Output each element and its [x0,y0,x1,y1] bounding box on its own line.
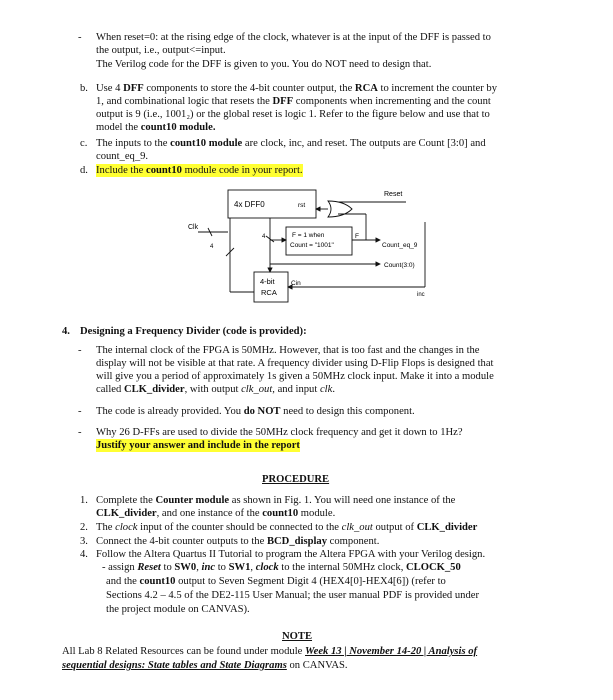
item-d-label: d. [80,165,88,176]
item-b-line4: model the count10 module. [96,122,216,133]
f-label: F [355,233,359,240]
step-3-text: Connect the 4-bit counter outputs to the BCD_display component. [96,536,380,547]
top-bullet-line1: When reset=0: at the rising edge of the clock, whatever is at the input of the DFF is passed to [96,32,491,43]
step-4-sub-line1: - assign Reset to SW0, inc to SW1, clock to the internal 50MHz clock, CLOCK_50 [102,562,461,573]
sec4-b1-line4: called CLK_divider, with output clk_out, and input clk. [96,384,335,395]
canvas-module-link[interactable]: Week 13 | November 14-20 | Analysis of [305,646,478,657]
rca-line1: 4-bit [260,277,275,286]
note-title: NOTE [282,631,313,642]
item-b-line2: 1, and combinational logic that resets the DFF components when incrementing and the count [96,96,491,107]
step-1-number: 1. [80,495,88,506]
rst-label: rst [298,202,306,209]
note-line1: All Lab 8 Related Resources can be found under module Week 13 | November 14-20 | Analysis of [62,646,478,657]
clk-label: Clk [188,224,199,231]
step-1-line2: CLK_divider, and one instance of the count10 module. [96,508,336,519]
comparator-line2: Count = "1001" [290,242,334,249]
sec4-b3-line2: Justify your answer and include in the report [96,440,300,451]
step-4-sub-line2: and the count10 output to Seven Segment Digit 4 (HEX4[0]-HEX4[6]) (refer to [106,576,446,587]
sec4-b1-line1: The internal clock of the FPGA is 50MHz. However, that is too fast and the changes in the [96,345,480,356]
top-bullet-line2: the output, i.e., output<=input. [96,45,226,56]
step-4-sub-line4: the project module on CANVAS). [106,604,250,615]
item-b-label: b. [80,83,88,94]
step-4-number: 4. [80,549,88,560]
sec4-b2: The code is already provided. You do NOT need to design this component. [96,406,415,417]
item-c-line1: The inputs to the count10 module are clock, inc, and reset. The outputs are Count [3:0] and [96,138,486,149]
step-2-number: 2. [80,522,88,533]
bus-width-a: 4 [210,244,214,250]
bullet-dash: - [78,345,82,356]
step-1-line1: Complete the Counter module as shown in Fig. 1. You will need one instance of the [96,495,456,506]
step-4-sub-line3: Sections 4.2 – 4.5 of the DE2-115 User Manual; the user manual PDF is provided under [106,590,479,601]
count-eq-9-label: Count_eq_9 [382,242,418,249]
rca-line2: RCA [261,288,277,297]
inc-label: inc [417,292,425,298]
dff-label: 4x DFF0 [234,200,265,209]
bullet-dash: - [78,32,82,43]
sec4-b1-line3: will give you a period of approximately 1s given a 50MHz clock input. Make it into a module [96,371,494,382]
bullet-dash: - [78,406,82,417]
step-3-number: 3. [80,536,88,547]
step-2-text: The clock input of the counter should be connected to the clk_out output of CLK_divider [96,522,478,533]
cin-label: Cin [291,280,301,287]
top-bullet-line3: The Verilog code for the DFF is given to you. You do NOT need to design that. [96,59,432,70]
canvas-module-link-cont[interactable]: sequential designs: State tables and State Diagrams [62,660,287,671]
item-c-line2: count_eq_9. [96,151,149,162]
comparator-line1: F = 1 when [292,232,325,239]
count10-diagram [170,182,440,312]
item-d-text: Include the count10 module code in your report. [96,165,303,176]
bus-width-b: 4 [262,234,266,240]
item-b-line1: Use 4 DFF components to store the 4-bit counter output, the RCA to increment the counter by [96,83,498,94]
item-c-label: c. [80,138,88,149]
item-b-line3: output is 9 (i.e., 1001₂) or the global reset is logic 1. Refer to the figure below and use that to [96,109,490,120]
bullet-dash: - [78,427,82,438]
count-output-label: Count(3:0) [384,262,415,269]
sec4-b3-line1: Why 26 D-FFs are used to divide the 50MHz clock frequency and get it down to 1Hz? [96,427,463,438]
section-4-heading: Designing a Frequency Divider (code is provided): [80,326,307,337]
step-4-text: Follow the Altera Quartus II Tutorial to program the Altera FPGA with your Verilog design. [96,549,486,560]
procedure-title: PROCEDURE [262,474,330,485]
section-4-number: 4. [62,326,70,337]
sec4-b1-line2: display will not be visible at that rate. A frequency divider using D-Flip Flops is designed that [96,358,494,369]
note-line2: sequential designs: State tables and State Diagrams on CANVAS. [62,660,348,671]
reset-label: Reset [384,191,403,198]
